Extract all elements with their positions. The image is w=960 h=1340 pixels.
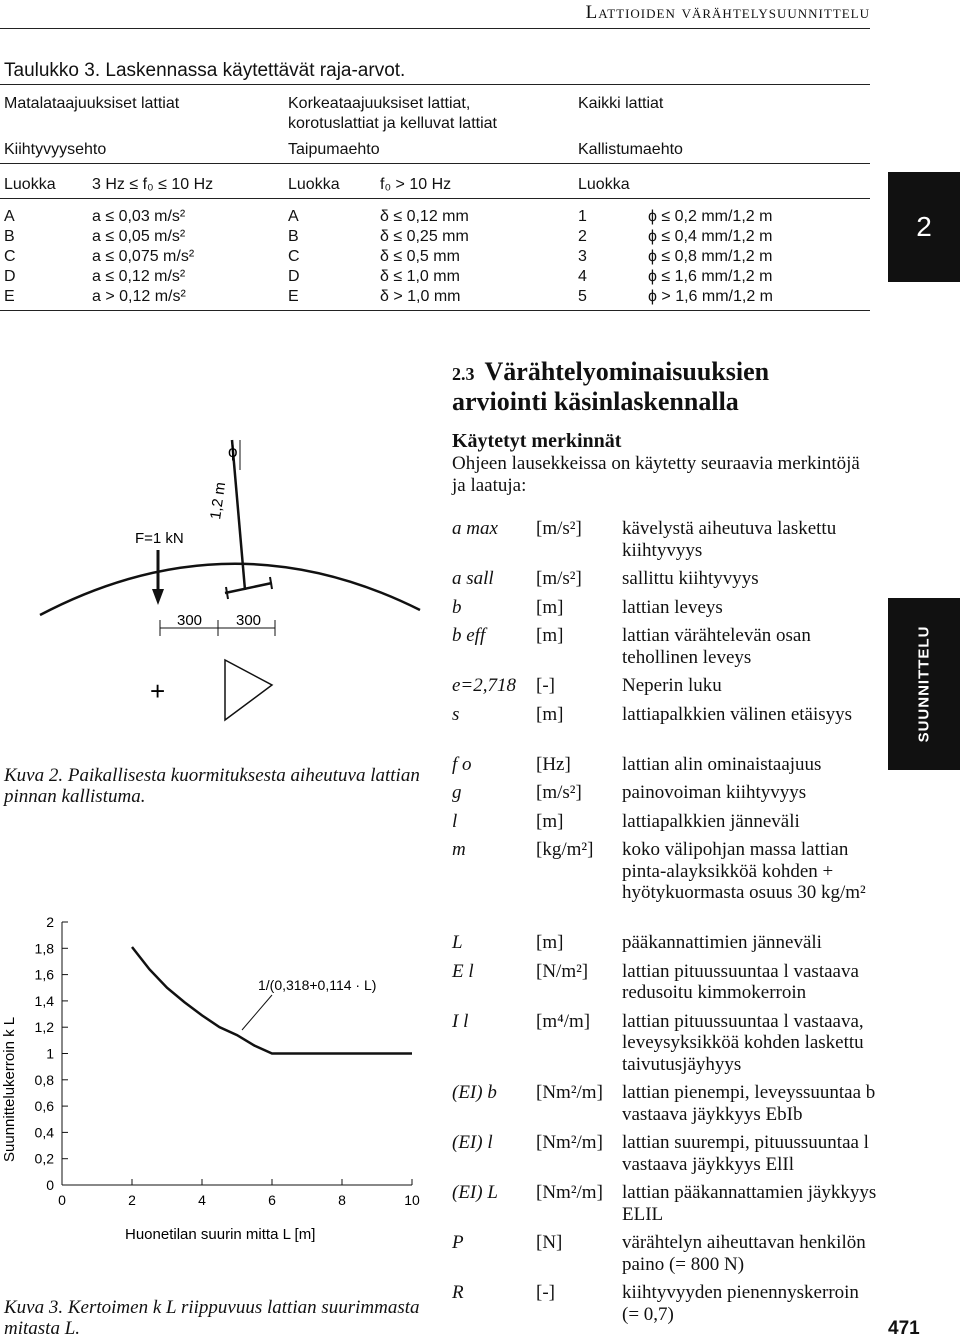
symbol: m — [452, 839, 466, 860]
annotation-leader — [242, 995, 272, 1030]
symbol-unit: [m/s²] — [536, 782, 582, 803]
chart-annotation: 1/(0,318+0,114 · L) — [258, 977, 377, 993]
table-cell: ϕ ≤ 0,4 mm/1,2 m — [648, 228, 773, 245]
symbol-unit: [Nm²/m] — [536, 1132, 603, 1153]
symbol-unit: [m/s²] — [536, 518, 582, 539]
table-cell: C — [288, 248, 300, 265]
table-cell: a ≤ 0,03 m/s² — [92, 208, 186, 225]
symbol-unit: [N/m²] — [536, 960, 589, 982]
table-cell: E — [288, 288, 299, 305]
symbol-unit: [-] — [536, 675, 555, 696]
symbol: g — [452, 782, 462, 803]
symbol: a max — [452, 518, 498, 539]
kl-chart — [0, 900, 440, 1250]
symbol-description: lattian pääkannattamien jäykkyys ELIL — [622, 1182, 877, 1225]
table-bottom-rule — [0, 310, 870, 311]
dimension-label-1: 300 — [177, 612, 203, 629]
subheader-class-2: Luokka — [288, 176, 340, 193]
running-head: Lattioiden värähtelysuunnittelu — [585, 2, 870, 23]
symbols-subheading: Käytetyt merkinnät — [452, 430, 622, 452]
symbol: P — [452, 1232, 464, 1253]
table-cell: ϕ ≤ 0,8 mm/1,2 m — [648, 248, 773, 265]
symbol: (EI) b — [452, 1082, 497, 1103]
symbol-description: lattian alin ominaistaajuus — [622, 753, 822, 775]
table-cell: D — [4, 268, 16, 285]
table-cell: 4 — [578, 268, 587, 285]
table-cell: C — [4, 248, 16, 265]
table-cell: 1 — [578, 208, 587, 225]
section-tab — [888, 598, 960, 770]
y-tick-label: 1,6 — [34, 966, 54, 983]
symbol-description: lattian pituussuuntaa l vastaava, leveysyksikköä kohden laskettu taivutusjäyhyys — [622, 1010, 864, 1075]
y-tick-label: 1 — [46, 1045, 54, 1062]
y-tick-label: 2 — [46, 914, 54, 930]
symbol-unit: [kg/m²] — [536, 839, 594, 860]
symbol-unit: [m/s²] — [536, 568, 582, 589]
support-triangle — [225, 660, 272, 720]
kl-curve — [132, 947, 412, 1054]
plus-sign: + — [150, 676, 166, 706]
symbol-unit: [-] — [536, 1282, 555, 1303]
symbol-description: lattian pienempi, leveyssuuntaa b vastaava jäykkyys EbIb — [622, 1082, 876, 1125]
table-cell: 2 — [578, 228, 587, 245]
subheader-class-3: Luokka — [578, 176, 630, 193]
phi-label: ϕ — [228, 442, 238, 461]
chart-y-ticks — [35, 914, 68, 1193]
tilt-line — [232, 440, 245, 590]
symbol-unit: [Nm²/m] — [536, 1082, 603, 1103]
symbol-description: lattian värähtelevän osan tehollinen leveys — [622, 625, 811, 668]
symbol: R — [452, 1282, 464, 1303]
table-header-low: Matalataajuuksiset lattiat — [4, 95, 180, 112]
table-cell: a ≤ 0,075 m/s² — [92, 248, 195, 265]
dimension-label-2: 300 — [236, 612, 262, 629]
symbol-unit: [m] — [536, 596, 564, 618]
table-cell: a ≤ 0,12 m/s² — [92, 268, 186, 285]
subheader-class-1: Luokka — [4, 176, 56, 193]
chart-y-label: Suunnittelukerroin k L — [1, 1016, 18, 1162]
subheader-freq-high: f₀ > 10 Hz — [380, 176, 452, 193]
symbol-description: Neperin luku — [622, 675, 722, 696]
x-tick-label: 10 — [404, 1192, 420, 1208]
symbol: (EI) L — [452, 1182, 498, 1203]
symbol: s — [452, 703, 460, 725]
chart-series — [132, 947, 412, 1054]
section-title-line1: Värähtelyominaisuuksien — [484, 357, 770, 386]
symbol: l — [452, 810, 458, 832]
symbol-description: painovoiman kiihtyvyys — [622, 782, 807, 803]
table-cell: δ > 1,0 mm — [380, 288, 461, 305]
table-cell: ϕ ≤ 0,2 mm/1,2 m — [648, 208, 773, 225]
table-top-rule — [0, 84, 870, 85]
y-tick-label: 1,2 — [34, 1019, 54, 1036]
y-tick-label: 1,8 — [34, 940, 54, 957]
subheader-freq-low: 3 Hz ≤ f₀ ≤ 10 Hz — [92, 176, 214, 193]
symbol: b eff — [452, 625, 486, 646]
chart-x-ticks — [58, 1179, 420, 1208]
table-cell: D — [288, 268, 300, 285]
figure3-caption: Kuva 3. Kertoimen k L riippuvuus lattian suurimmasta mitasta L. — [4, 1297, 420, 1339]
chapter-tab: 2 — [888, 172, 960, 282]
section-number: 2.3 — [452, 364, 475, 384]
table-cell: δ ≤ 1,0 mm — [380, 268, 460, 285]
symbol-description: kiihtyvyyden pienennyskerroin (= 0,7) — [622, 1282, 859, 1325]
tilt-figure — [0, 415, 430, 745]
table-cell: 3 — [578, 248, 587, 265]
symbol: b — [452, 596, 462, 618]
symbol-description: lattian leveys — [622, 596, 723, 618]
table-cell: E — [4, 288, 15, 305]
x-tick-label: 2 — [128, 1192, 136, 1208]
symbol-description: pääkannattimien jänneväli — [622, 932, 822, 953]
symbol-unit: [m] — [536, 810, 564, 832]
figure2-caption: Kuva 2. Paikallisesta kuormituksesta aiheutuva lattian pinnan kallistuma. — [4, 765, 420, 807]
table-cell: 5 — [578, 288, 587, 305]
header-rule — [0, 28, 870, 29]
y-tick-label: 0,8 — [34, 1071, 54, 1088]
symbol: E l — [452, 960, 474, 982]
section-tab-label: SUUNNITTELU — [915, 625, 933, 743]
symbol: a sall — [452, 568, 494, 589]
table-header-high: Korkeataajuuksiset lattiat, korotuslattiat ja kelluvat lattiat — [288, 95, 497, 132]
symbol-unit: [m⁴/m] — [536, 1010, 591, 1032]
symbols-intro: Ohjeen lausekkeissa on käytetty seuraavia merkintöjä ja laatuja: — [452, 453, 860, 496]
symbol: L — [452, 932, 463, 953]
table-cell: δ ≤ 0,25 mm — [380, 228, 469, 245]
symbol-description: sallittu kiihtyvyys — [622, 568, 759, 589]
table-header-all: Kaikki lattiat — [578, 95, 664, 112]
symbol-unit: [N] — [536, 1232, 563, 1253]
y-tick-label: 1,4 — [34, 992, 54, 1009]
symbol-unit: [m] — [536, 625, 564, 646]
symbol-unit: [Hz] — [536, 753, 571, 775]
page-number: 471 — [888, 1318, 920, 1339]
section-title — [452, 358, 769, 415]
table-cell: ϕ ≤ 1,6 mm/1,2 m — [648, 268, 773, 285]
x-tick-label: 4 — [198, 1192, 206, 1208]
table-title: Taulukko 3. Laskennassa käytettävät raja-arvot. — [4, 60, 406, 81]
symbol-unit: [Nm²/m] — [536, 1182, 603, 1203]
y-tick-label: 0,4 — [34, 1124, 54, 1141]
symbol-description: lattian suurempi, pituussuuntaa l vastaava jäykkyys ElIl — [622, 1132, 869, 1175]
table-cell: B — [288, 228, 299, 245]
symbol: f o — [452, 753, 472, 775]
table-cell: a ≤ 0,05 m/s² — [92, 228, 186, 245]
table-cell: B — [4, 228, 15, 245]
table-cell: δ ≤ 0,5 mm — [380, 248, 460, 265]
symbol: (EI) l — [452, 1132, 493, 1153]
symbol-unit: [m] — [536, 932, 564, 953]
table-subheader-rule — [0, 198, 870, 199]
table-cell: δ ≤ 0,12 mm — [380, 208, 469, 225]
symbol-description: kävelystä aiheutuva laskettu kiihtyvyys — [622, 518, 837, 561]
section-title-line2: arviointi käsinlaskennalla — [452, 387, 739, 416]
symbol-description: lattiapalkkien jänneväli — [622, 810, 800, 832]
criterion-tilt: Kallistumaehto — [578, 141, 683, 158]
y-tick-label: 0 — [46, 1177, 54, 1193]
y-tick-label: 0,6 — [34, 1098, 54, 1115]
deflected-floor-curve — [40, 564, 420, 615]
symbol-unit: [m] — [536, 703, 564, 725]
y-tick-label: 0,2 — [34, 1150, 54, 1167]
x-tick-label: 6 — [268, 1192, 276, 1208]
x-tick-label: 0 — [58, 1192, 66, 1208]
table-cell: a > 0,12 m/s² — [92, 288, 186, 305]
symbol-description: lattian pituussuuntaa l vastaava redusoitu kimmokerroin — [622, 960, 859, 1003]
symbol-description: koko välipohjan massa lattian pinta-alayksikköä kohden + hyötykuormasta osuus 30 kg/m² — [622, 839, 866, 903]
table-cell: A — [4, 208, 15, 225]
symbol: I l — [452, 1010, 469, 1032]
load-arrow-head — [152, 589, 164, 605]
length-label: 1,2 m — [207, 481, 230, 521]
symbol: e=2,718 — [452, 675, 517, 696]
symbol-description: värähtelyn aiheuttavan henkilön paino (= 800 N) — [622, 1232, 866, 1275]
table-mid-rule — [0, 163, 870, 164]
tilt-base-tick-right — [270, 577, 272, 589]
criterion-acceleration: Kiihtyvyysehto — [4, 141, 107, 158]
table-cell: A — [288, 208, 299, 225]
x-tick-label: 8 — [338, 1192, 346, 1208]
criterion-deflection: Taipumaehto — [288, 141, 380, 158]
load-label: F=1 kN — [135, 530, 184, 547]
symbol-description: lattiapalkkien välinen etäisyys — [622, 703, 853, 725]
chart-x-label: Huonetilan suurin mitta L [m] — [125, 1226, 316, 1243]
tilt-base-tick-left — [226, 587, 228, 599]
tilt-base — [225, 583, 272, 593]
table-cell: ϕ > 1,6 mm/1,2 m — [648, 288, 773, 305]
